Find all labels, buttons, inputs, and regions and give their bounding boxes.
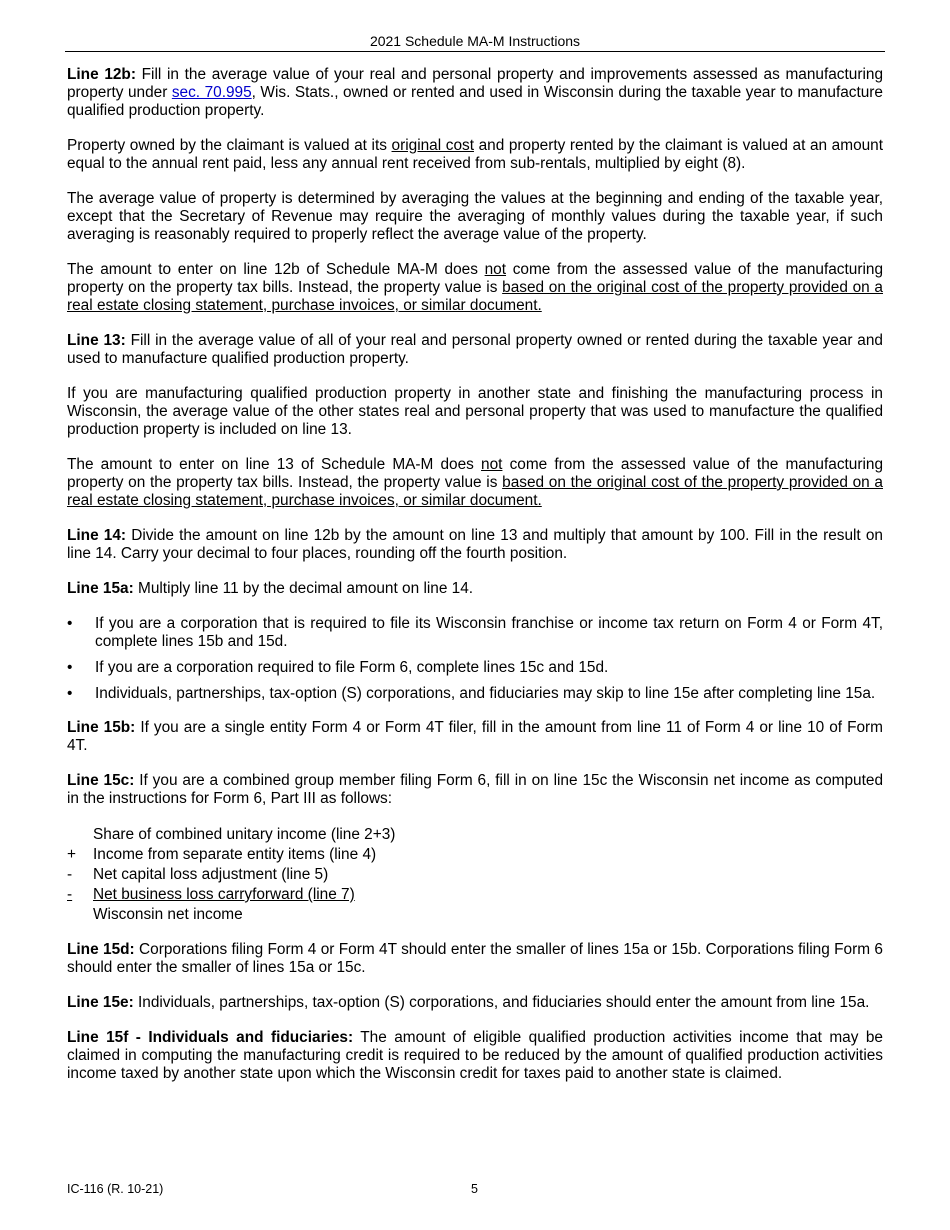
line-label: Line 15b: <box>67 719 136 736</box>
page-header: 2021 Schedule MA-M Instructions <box>369 33 581 49</box>
list-item <box>67 685 883 703</box>
paragraph-average-value: The average value of property is determined by averaging the values at the beginning and ending of the taxable year, except that the Secretary of Revenue may require the averaging of monthly values during the taxable year, if such averaging is reasonably required to properly reflect the average value of the property. <box>67 190 883 243</box>
paragraph-line-13-amount <box>67 456 883 510</box>
paragraph-text: and property rented by the claimant is valued at an amount equal to the annual rent paid, less any annual rent received from sub-rentals, multiplied by eight (8). <box>67 137 884 172</box>
paragraph-text: The amount to enter on line 13 of Schedule MA-M does <box>67 456 482 473</box>
paragraph-text: Divide the amount on line 12b by the amount on line 13 and multiply that amount by 100. Fill in the result on line 14. Carry your decimal to four places, rounding off the fourth position. <box>67 527 883 562</box>
paragraph-line-14 <box>67 527 883 563</box>
paragraph-line-15a <box>67 580 883 598</box>
net-income-computation <box>67 825 883 925</box>
paragraph-line-12b-amount <box>67 261 883 315</box>
paragraph-line-15d <box>67 941 883 977</box>
paragraph-text: Individuals, partnerships, tax-option (S) corporations, and fiduciaries should enter the amount from line 15a. <box>133 994 870 1011</box>
line-label: Line 12b: <box>67 66 136 83</box>
paragraph-property-valuation <box>67 137 883 173</box>
paragraph-text: come from the assessed value of the manufacturing property on the property tax bills. Instead, the property value is <box>67 261 883 296</box>
list-item-text: Individuals, partnerships, tax-option (S) corporations, and fiduciaries may skip to line 15e after completing line 15a. <box>95 685 876 702</box>
page-number: 5 <box>471 1182 478 1196</box>
paragraph-text: Property owned by the claimant is valued at its <box>67 137 392 154</box>
paragraph-text: , Wis. Stats., owned or rented and used in Wisconsin during the taxable year to manufacture qualified production property. <box>67 84 883 119</box>
computation-text: Share of combined unitary income (line 2+3) <box>93 826 396 843</box>
underlined-text: based on the original cost of the property provided on a real estate closing statement, purchase invoices, or similar document. <box>67 474 883 509</box>
paragraph-text: The amount of eligible qualified production activities income that may be claimed in computing the manufacturing credit is required to be reduced by the amount of qualified production activities income taxed by another state upon which the Wisconsin credit for taxes paid to another state is claimed. <box>67 1029 883 1082</box>
computation-row <box>67 825 883 845</box>
computation-text: Wisconsin net income <box>93 906 243 923</box>
paragraph-line-15e <box>67 994 883 1012</box>
line-label: Line 15d: <box>67 941 135 958</box>
operator: + <box>67 846 76 863</box>
line-label: Line 14: <box>67 527 127 544</box>
underlined-text: based on the original cost of the property provided on a real estate closing statement, purchase invoices, or similar document. <box>67 279 883 314</box>
operator: - <box>67 886 73 903</box>
paragraph-line-15c <box>67 772 883 808</box>
computation-row <box>67 885 883 905</box>
line-label: Line 13: <box>67 332 126 349</box>
paragraph-line-13 <box>67 332 883 368</box>
paragraph-text: Multiply line 11 by the decimal amount on line 14. <box>133 580 474 597</box>
computation-row <box>67 845 883 865</box>
statute-link[interactable]: sec. 70.995 <box>171 84 252 101</box>
paragraph-text: If you are a single entity Form 4 or Form 4T filer, fill in the amount from line 11 of Form 4 or line 10 of Form 4T. <box>67 719 883 754</box>
line-label: Line 15a: <box>67 580 134 597</box>
instructions-body <box>67 66 883 1100</box>
bullet-icon: • <box>67 685 73 702</box>
underlined-text: original cost <box>391 137 474 154</box>
paragraph-line-15b <box>67 719 883 755</box>
line-label: Line 15c: <box>67 772 135 789</box>
form-id: IC-116 (R. 10-21) <box>67 1182 164 1196</box>
line-label: Line 15e: <box>67 994 134 1011</box>
paragraph-text: The amount to enter on line 12b of Schedule MA-M does <box>67 261 485 278</box>
underlined-text: not <box>484 261 507 278</box>
bullet-icon: • <box>67 615 73 632</box>
computation-row <box>67 865 883 885</box>
paragraph-line-12b <box>67 66 883 120</box>
list-item-text: If you are a corporation required to file Form 6, complete lines 15c and 15d. <box>95 659 609 676</box>
computation-text: Net business loss carryforward (line 7) <box>93 886 355 903</box>
bullet-list <box>67 615 883 703</box>
paragraph-text: come from the assessed value of the manufacturing property on the property tax bills. Instead, the property value is <box>67 456 884 491</box>
paragraph-text: Corporations filing Form 4 or Form 4T should enter the smaller of lines 15a or 15b. Corporations filing Form 6 should enter the smaller of lines 15a or 15c. <box>67 941 883 976</box>
underlined-text: not <box>481 456 503 473</box>
list-item <box>67 615 883 651</box>
paragraph-text: Fill in the average value of all of your real and personal property owned or rented during the taxable year and used to manufacture qualified production property. <box>67 332 883 367</box>
paragraph-other-state: If you are manufacturing qualified production property in another state and finishing the manufacturing process in Wisconsin, the average value of the other states real and personal property that was used to manufacture the qualified production property is included on line 13. <box>67 385 883 438</box>
line-label: Line 15f - Individuals and fiduciaries: <box>67 1029 354 1046</box>
bullet-icon: • <box>67 659 73 676</box>
header-rule <box>65 51 885 52</box>
computation-text: Income from separate entity items (line 4) <box>93 846 377 863</box>
list-item <box>67 659 883 677</box>
computation-text: Net capital loss adjustment (line 5) <box>93 866 329 883</box>
operator: - <box>67 866 73 883</box>
paragraph-text: If you are a combined group member filing Form 6, fill in on line 15c the Wisconsin net income as computed in the instructions for Form 6, Part III as follows: <box>67 772 884 807</box>
computation-total-row <box>67 905 883 925</box>
paragraph-line-15f <box>67 1029 883 1083</box>
paragraph-text: Fill in the average value of your real and personal property and improvements assessed as manufacturing property under <box>67 66 884 101</box>
list-item-text: If you are a corporation that is required to file its Wisconsin franchise or income tax return on Form 4 or Form 4T, complete lines 15b and 15d. <box>95 615 883 650</box>
